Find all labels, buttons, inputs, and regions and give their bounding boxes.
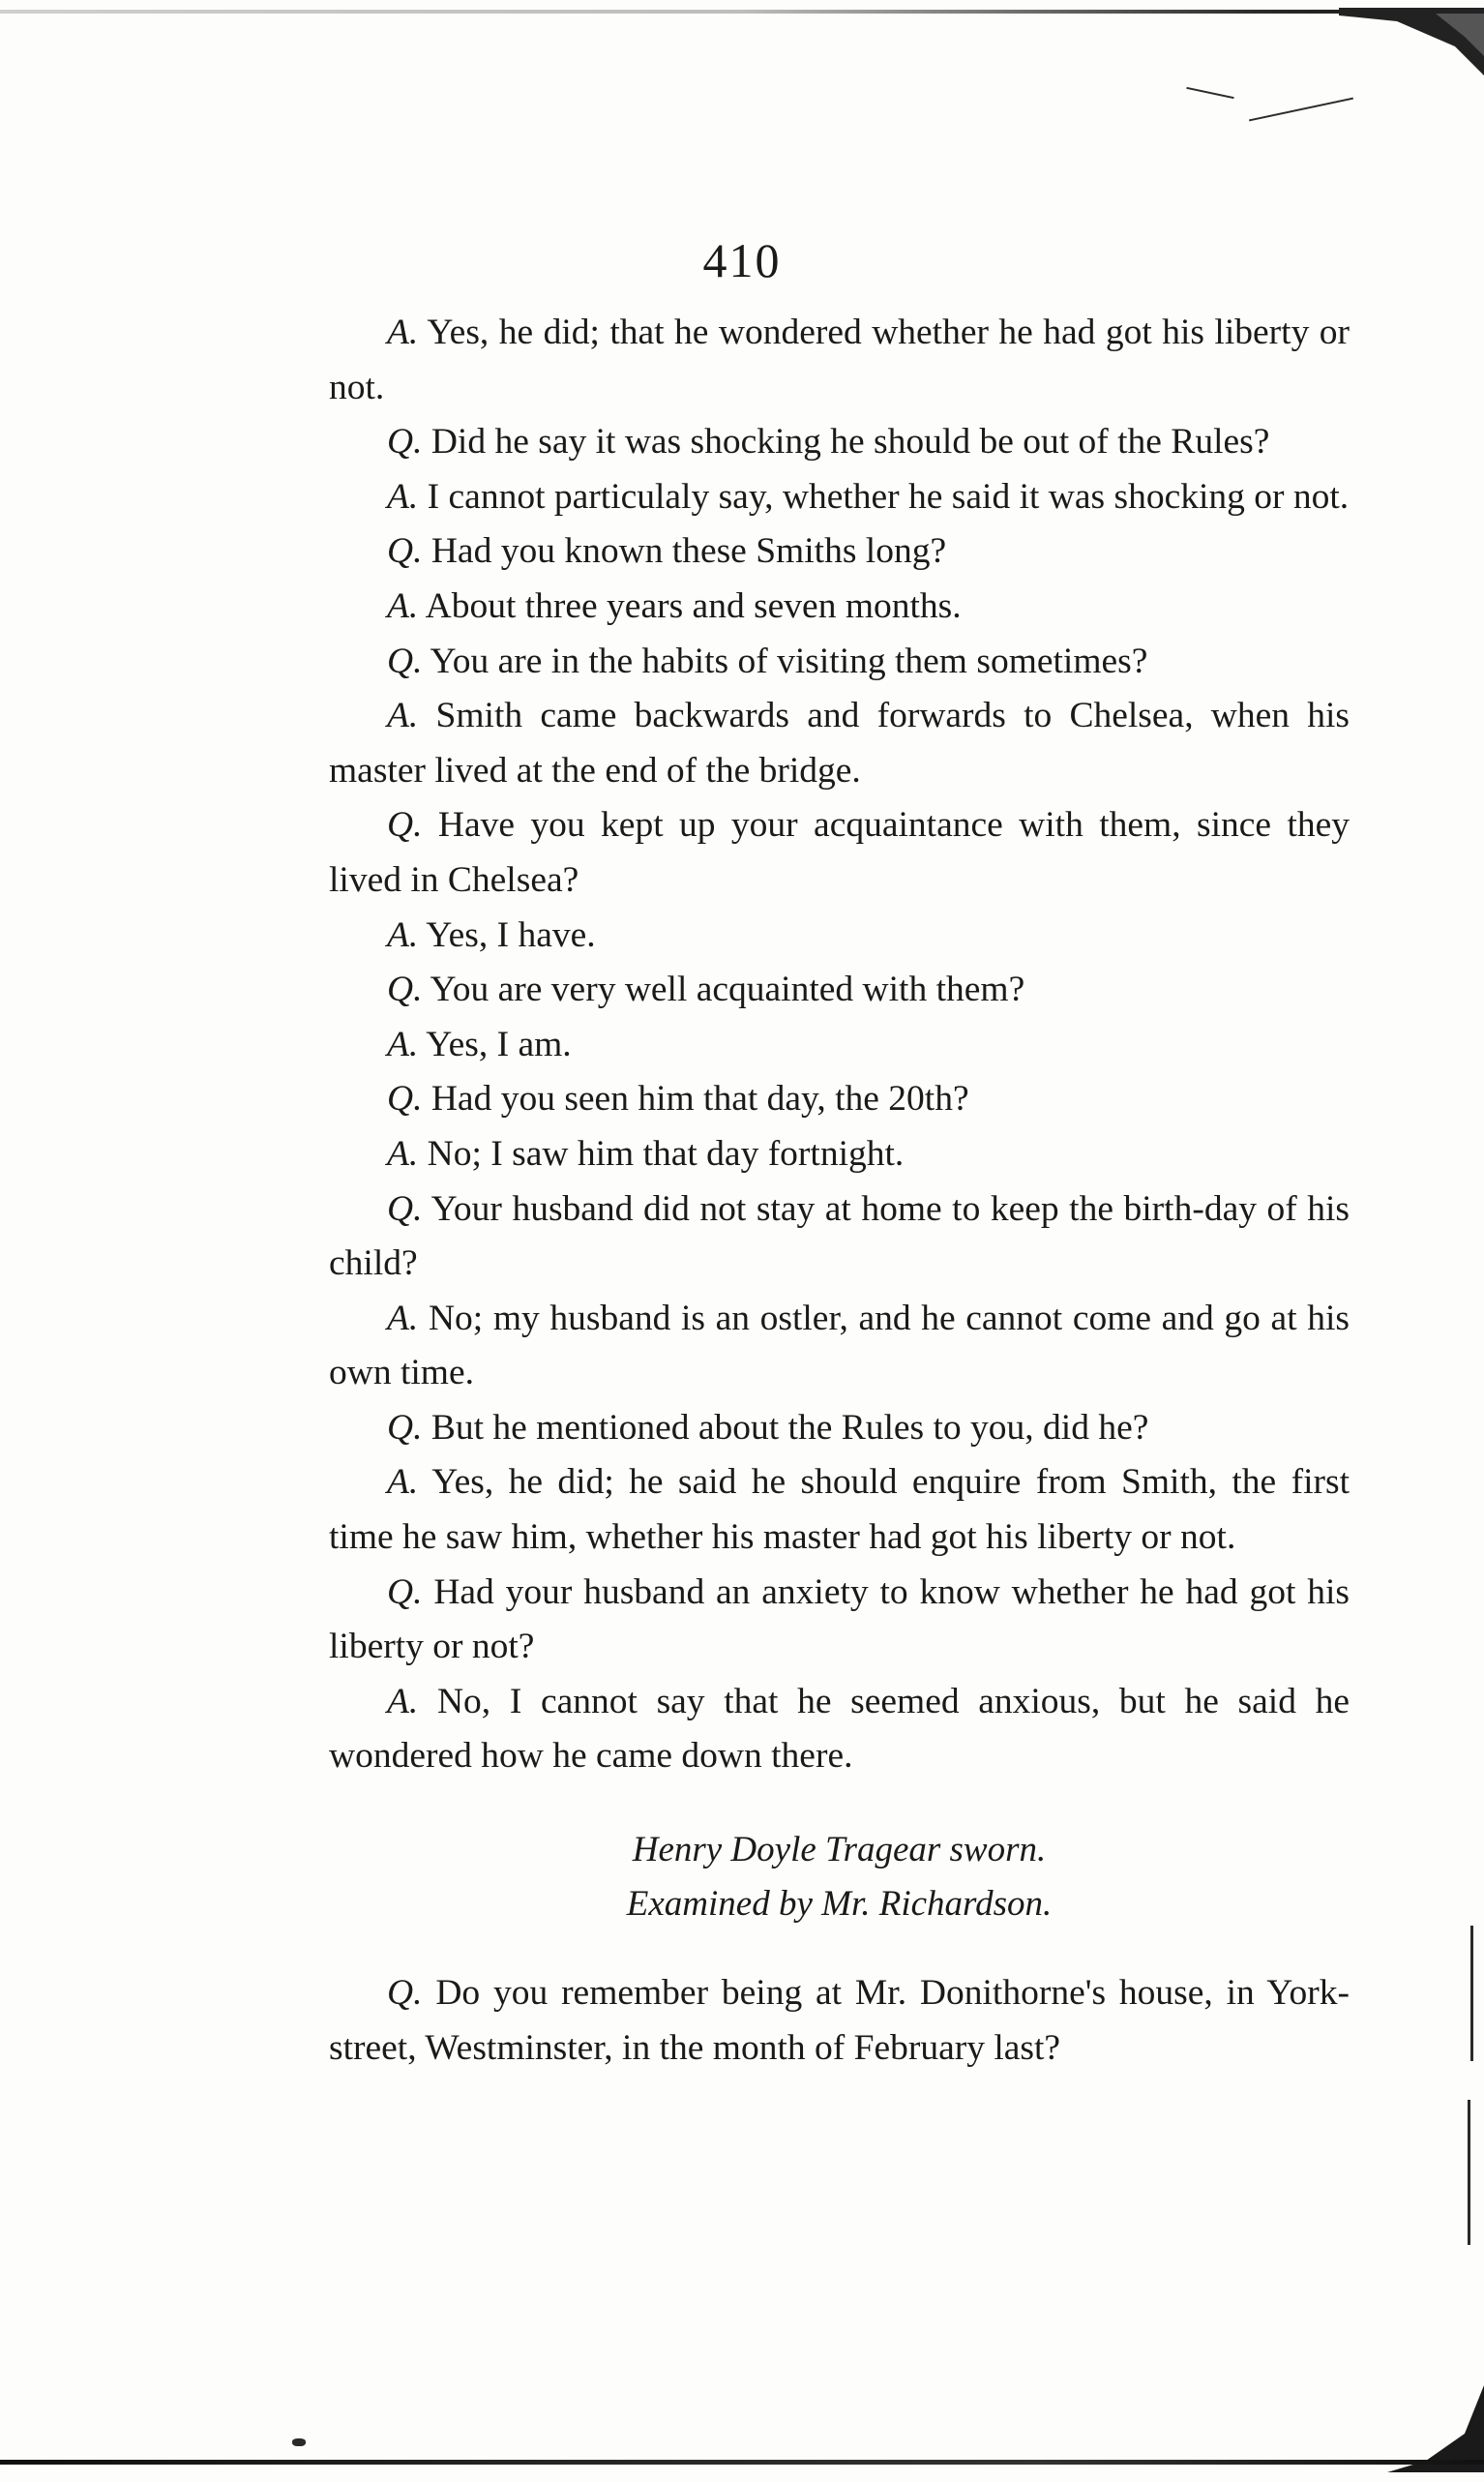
speaker-label: A. xyxy=(387,1681,419,1721)
paragraph-text: No; my husband is an ostler, and he cannot come and go at his own time. xyxy=(329,1298,1350,1393)
qa-paragraph xyxy=(329,1401,1350,1456)
qa-paragraph xyxy=(329,524,1350,580)
qa-paragraph xyxy=(329,1072,1350,1127)
speaker-label: Q. xyxy=(387,970,423,1010)
page-body xyxy=(329,306,1350,2076)
qa-paragraph xyxy=(329,1455,1350,1565)
speaker-label: A. xyxy=(387,476,419,517)
qa-paragraph xyxy=(329,1966,1350,2076)
speaker-label: A. xyxy=(387,1133,419,1174)
qa-paragraph xyxy=(329,1182,1350,1292)
paragraph-text: About three years and seven months. xyxy=(425,585,962,626)
qa-paragraph xyxy=(329,1566,1350,1675)
paragraph-text: Had your husband an anxiety to know whether he had got his liberty or not? xyxy=(329,1571,1350,1667)
paragraph-text: Your husband did not stay at home to keep the birth-day of his child? xyxy=(329,1188,1350,1284)
scan-mark xyxy=(1468,2100,1470,2245)
qa-paragraph xyxy=(329,909,1350,964)
paragraph-text: But he mentioned about the Rules to you, did he? xyxy=(430,1407,1149,1448)
qa-paragraph xyxy=(329,470,1350,525)
scan-mark xyxy=(1249,98,1353,122)
paragraph-text: Yes, he did; that he wondered whether he had got his liberty or not. xyxy=(329,313,1350,407)
paragraph-text: Had you seen him that day, the 20th? xyxy=(430,1079,969,1120)
qa-paragraph xyxy=(329,798,1350,908)
paragraph-text: Yes, he did; he said he should enquire from Smith, the first time he saw him, whether his master had got his liberty or not. xyxy=(329,1462,1350,1558)
paragraph-text: You are very well acquainted with them? xyxy=(430,970,1025,1010)
scan-mark xyxy=(1186,87,1233,99)
paragraph-text: Did he say it was shocking he should be out of the Rules? xyxy=(430,422,1270,463)
speaker-label: Q. xyxy=(387,1079,423,1120)
examined-by-line: Examined by Mr. Richardson. xyxy=(626,1884,1053,1925)
qa-paragraph xyxy=(329,306,1350,415)
qa-paragraph xyxy=(329,635,1350,690)
top-right-scan-shadow xyxy=(1339,8,1484,75)
speaker-label: A. xyxy=(387,1298,419,1338)
speaker-label: Q. xyxy=(387,1188,423,1229)
paragraph-text: No; I saw him that day fortnight. xyxy=(427,1133,905,1174)
speaker-label: Q. xyxy=(387,1973,423,2014)
qa-paragraph xyxy=(329,689,1350,798)
qa-paragraph xyxy=(329,415,1350,470)
speaker-label: A. xyxy=(387,585,419,626)
speaker-label: A. xyxy=(387,1462,419,1503)
witness-sworn-line: Henry Doyle Tragear sworn. xyxy=(632,1830,1047,1870)
qa-paragraph xyxy=(329,963,1350,1018)
speaker-label: Q. xyxy=(387,1571,423,1612)
speaker-label: A. xyxy=(387,313,419,352)
speaker-label: A. xyxy=(387,914,419,955)
speaker-label: Q. xyxy=(387,805,423,846)
paragraph-text: Smith came backwards and forwards to Chelsea, when his master lived at the end of the bridge. xyxy=(329,696,1350,791)
speaker-label: Q. xyxy=(387,531,423,572)
bottom-page-edge xyxy=(0,2460,1484,2465)
paragraph-text: Have you kept up your acquaintance with them, since they lived in Chelsea? xyxy=(329,805,1350,900)
qa-paragraph xyxy=(329,580,1350,635)
page-number: 410 xyxy=(702,233,782,287)
speaker-label: A. xyxy=(387,1024,419,1064)
paragraph-text: Yes, I am. xyxy=(426,1024,572,1064)
speaker-label: A. xyxy=(387,696,419,736)
paragraph-text: Yes, I have. xyxy=(426,914,596,955)
qa-paragraph xyxy=(329,1292,1350,1401)
speaker-label: Q. xyxy=(387,1407,423,1448)
paragraph-text: Had you known these Smiths long? xyxy=(430,531,947,572)
paragraph-text: I cannot particulaly say, whether he said it was shocking or not. xyxy=(427,476,1350,517)
qa-paragraph xyxy=(329,1675,1350,1784)
top-page-edge xyxy=(0,10,1484,14)
scan-mark xyxy=(1470,1926,1473,2061)
speaker-label: Q. xyxy=(387,422,423,463)
scan-mark xyxy=(292,2438,306,2446)
paragraph-text: No, I cannot say that he seemed anxious, but he said he wondered how he came down there. xyxy=(329,1681,1350,1777)
witness-heading xyxy=(329,1823,1350,1931)
speaker-label: Q. xyxy=(387,641,423,681)
paragraph-text: You are in the habits of visiting them sometimes? xyxy=(430,641,1148,681)
paragraph-text: Do you remember being at Mr. Donithorne's house, in York-street, Westminster, in the month of February last? xyxy=(329,1973,1350,2068)
qa-paragraph xyxy=(329,1018,1350,1073)
qa-paragraph xyxy=(329,1127,1350,1182)
